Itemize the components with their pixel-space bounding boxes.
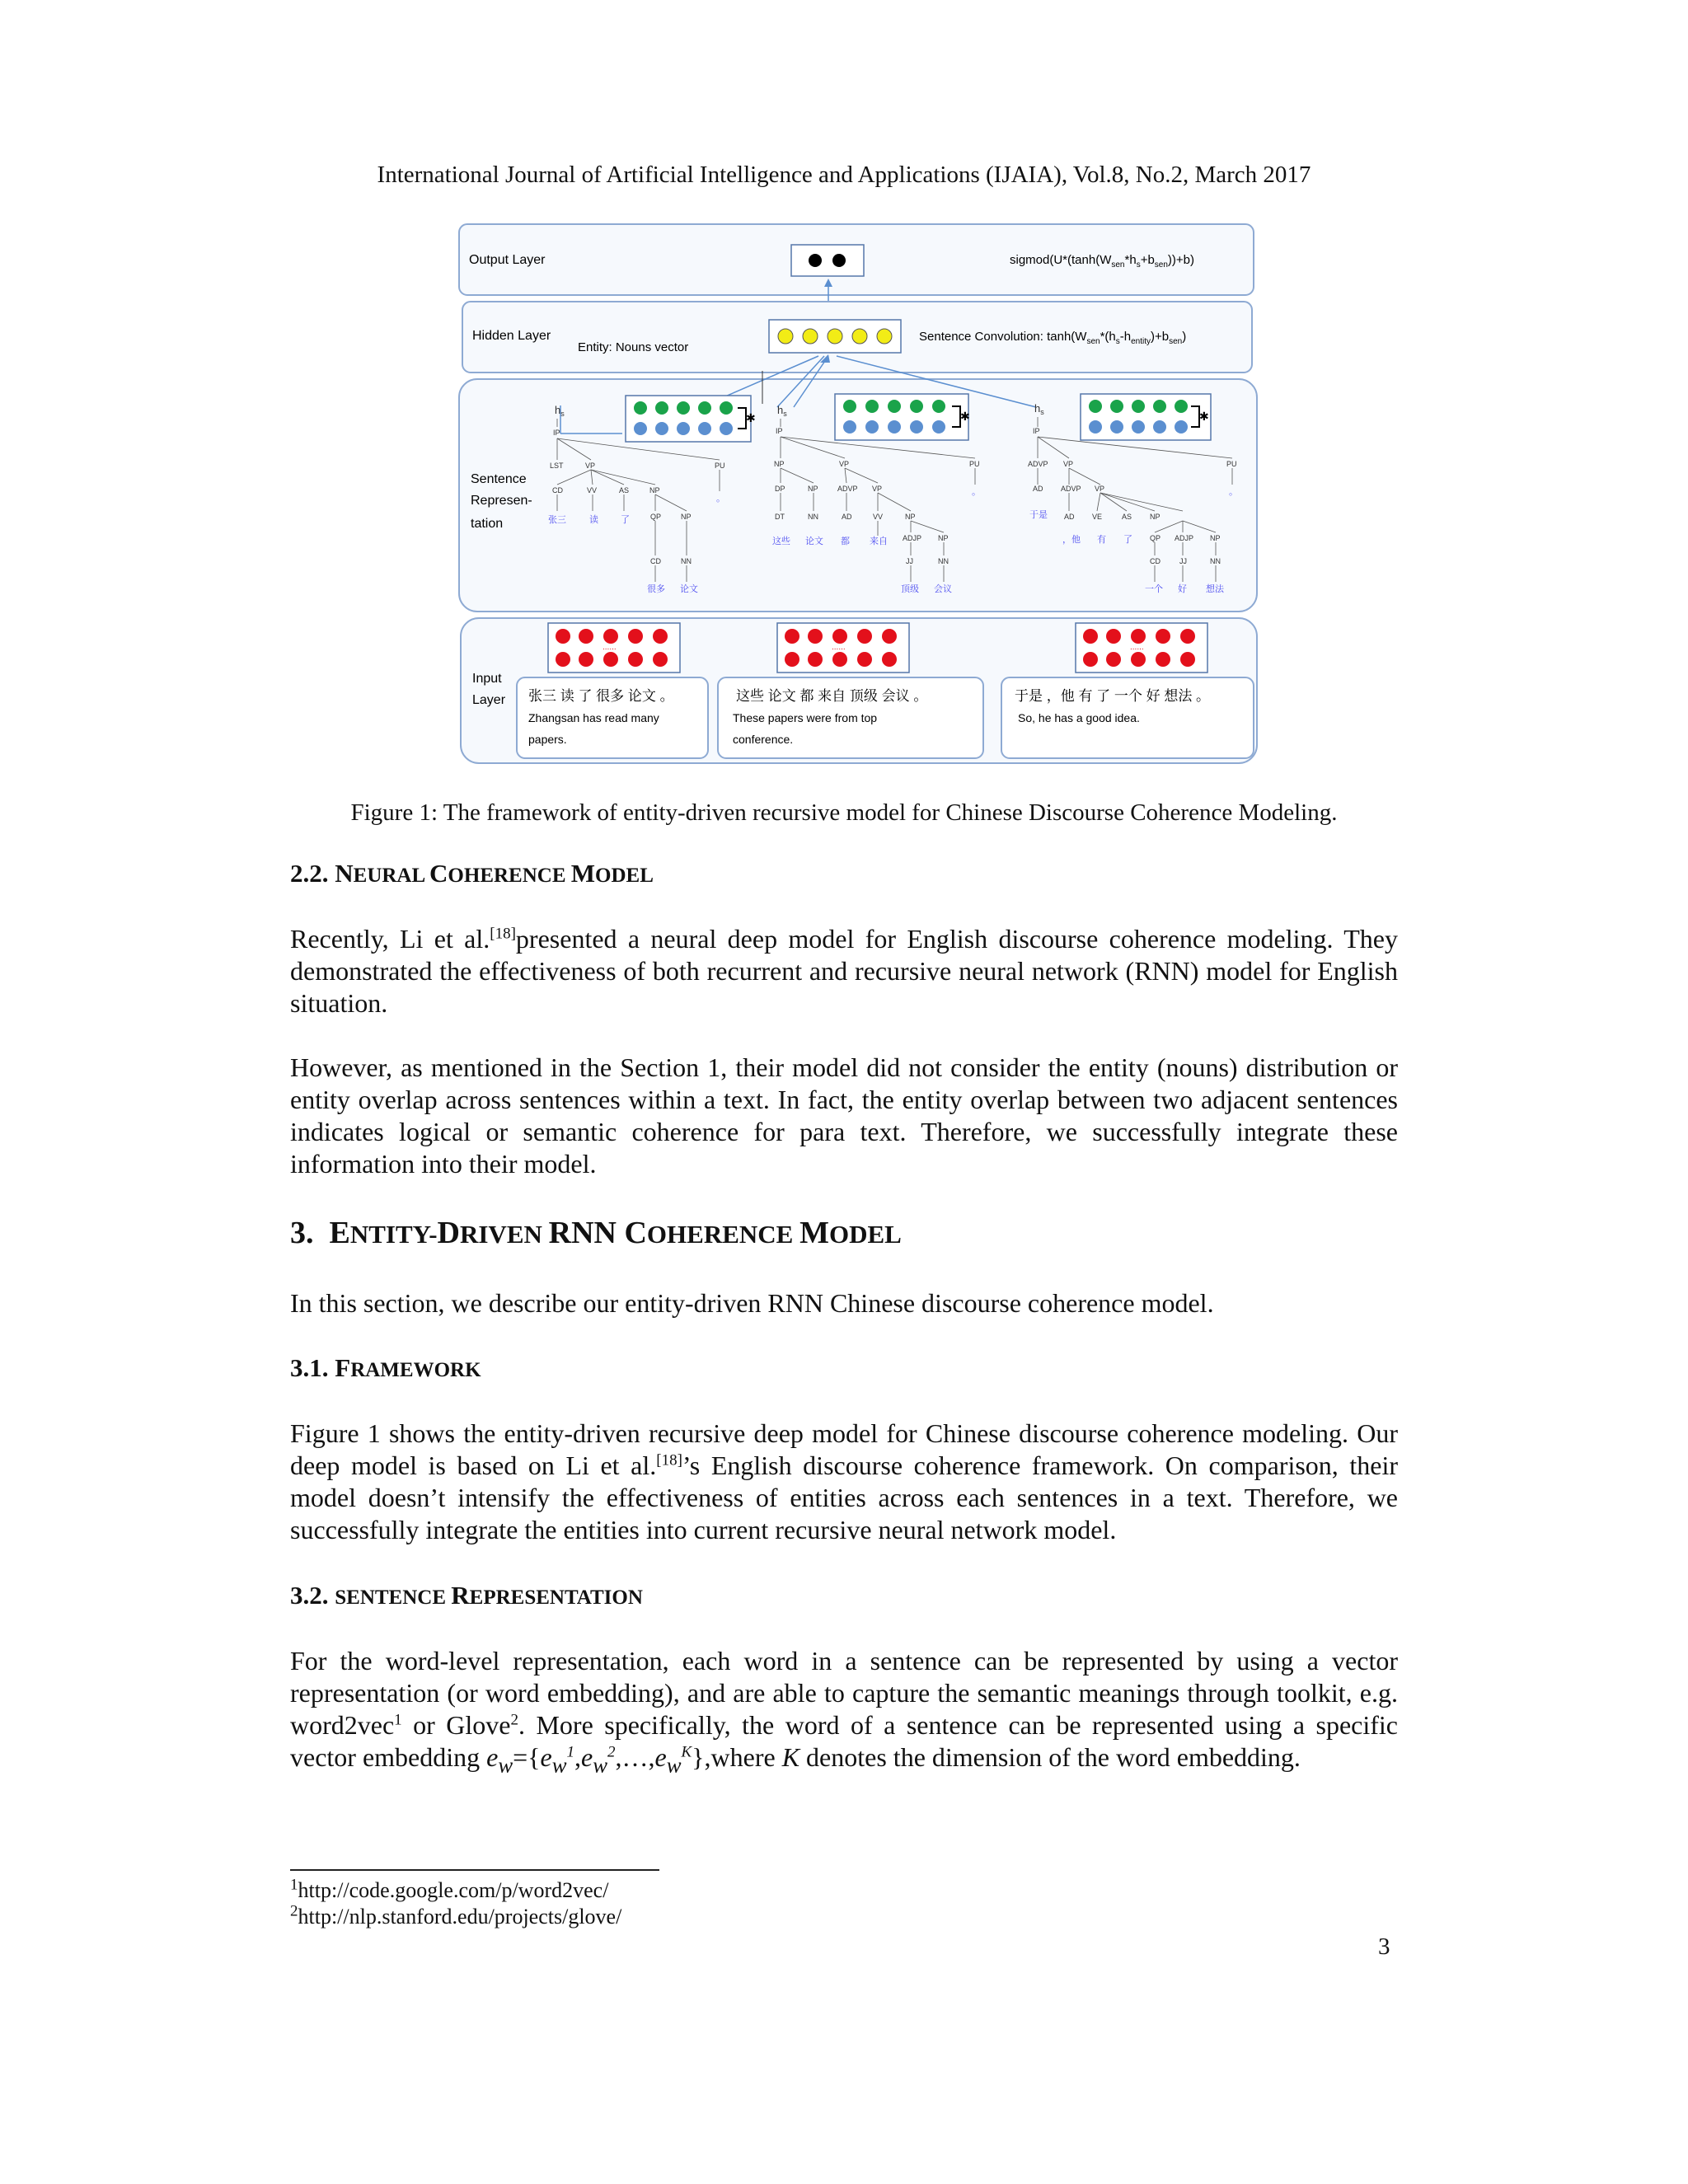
svg-text:PU: PU [715, 462, 725, 470]
framework-figure [457, 223, 1265, 766]
svg-text:ADVP: ADVP [837, 485, 858, 493]
svg-text:ADJP: ADJP [1175, 534, 1194, 542]
svg-text:于是: 于是 [1029, 510, 1048, 520]
svg-text:✱: ✱ [746, 411, 756, 424]
svg-text:读: 读 [589, 515, 598, 525]
svg-text:NP: NP [1150, 513, 1160, 521]
svg-text:NN: NN [1210, 557, 1221, 565]
svg-text:NP: NP [1210, 534, 1221, 542]
svg-text:NP: NP [808, 485, 818, 493]
svg-text:NP: NP [774, 460, 785, 468]
svg-text:Layer: Layer [472, 693, 506, 707]
svg-text:hs: $h_s$ [555, 404, 565, 418]
svg-text:这些 论文 都 来自 顶级 会议 。: 这些 论文 都 来自 顶级 会议 。 [736, 688, 928, 704]
svg-text:VP: VP [872, 485, 883, 493]
svg-text:会议: 会议 [934, 584, 952, 594]
footnote-2: $^2$http://nlp.stanford.edu/projects/glove/ [290, 1902, 622, 1929]
svg-text:ADVP: ADVP [1061, 485, 1081, 493]
svg-text:。: 。 [1229, 487, 1238, 497]
svg-text:VV: VV [587, 486, 598, 494]
paragraph-5: For the word-level representation, each word in a sentence can be represented by using a vector representation (or word embedding), and are able to capture the semantic meanings through toolkit, e.g. word2vec$^1$ or Glove$^2$. More specifically, the word of a sentence can be represented using a specific vector embedding $e_w=\{e_w^1,e_w^2,\dots,e_w^K\},where$ K denotes the dimension of the word embedding. [290, 1646, 1399, 1778]
figure-caption: Figure 1: The framework of entity-driven recursive model for Chinese Discourse Coherence Modeling. [350, 799, 1338, 826]
svg-text:IP: IP [776, 427, 783, 435]
section-heading-3-2: 3.2. SENTENCE REPRESENTATION [290, 1581, 643, 1610]
output-node [832, 254, 846, 267]
output-node-box [791, 245, 864, 276]
svg-text:hs: $h_s$ [777, 404, 787, 418]
output-formula: $sigmod(U*(\tanh(W_{sen}*h_s+b_{sen}))+b)$ [1010, 253, 1195, 269]
svg-text:PU: PU [969, 460, 980, 468]
sentence-rep-label: Sentence [471, 472, 527, 486]
svg-text:AD: AD [1033, 485, 1043, 493]
svg-text:想法: 想法 [1206, 584, 1224, 594]
svg-text:Zhangsan has read many: Zhangsan has read many [528, 711, 659, 724]
svg-text:NN: NN [938, 557, 949, 565]
svg-text:AD: AD [1064, 513, 1075, 521]
svg-text:......: ...... [832, 643, 846, 652]
svg-text:papers.: papers. [528, 733, 567, 746]
svg-text:These papers were from top: These papers were from top [733, 711, 878, 724]
svg-text:VE: VE [1092, 513, 1103, 521]
paragraph-1: Recently, Li et al.[18]presented a neural deep model for English discourse coherence modeling. They demonstrated the effectiveness of both recurrent and recursive neural network (RNN) model for English situation. [290, 924, 1399, 1018]
svg-text:VV: VV [873, 513, 884, 521]
svg-text:VP: VP [1095, 485, 1105, 493]
svg-text:DP: DP [775, 485, 785, 493]
output-layer-label: Output Layer [469, 253, 546, 267]
svg-text:ADJP: ADJP [903, 534, 922, 542]
svg-text:LST: LST [550, 462, 564, 470]
svg-text:NN: NN [808, 513, 818, 521]
sentence-box-3 [1001, 677, 1254, 758]
svg-text:这些: 这些 [772, 537, 790, 546]
entity-label: Entity: Nouns vector [578, 340, 689, 354]
sentence-vector-1 [626, 396, 756, 442]
paragraph-3: In this section, we describe our entity-driven RNN Chinese discourse coherence model. [290, 1288, 1214, 1318]
svg-text:PU: PU [1226, 460, 1237, 468]
output-node [809, 254, 822, 267]
svg-text:来自: 来自 [870, 537, 888, 546]
svg-text:IP: IP [553, 429, 560, 437]
svg-text:。: 。 [972, 487, 981, 497]
sentence-box-2 [718, 677, 983, 758]
svg-text:QP: QP [650, 513, 662, 521]
svg-text:顶级: 顶级 [901, 584, 919, 594]
svg-text:......: ...... [603, 643, 617, 652]
sentence-conv-formula: Sentence Convolution: $\tanh(W_{sen}*(h_s-h_{entity})+b_{sen})$ [919, 330, 1187, 346]
sentence-vector-2 [835, 394, 970, 440]
svg-text:DT: DT [775, 513, 785, 521]
svg-text:JJ: JJ [906, 557, 913, 565]
svg-text:论文: 论文 [805, 537, 823, 546]
svg-text:AS: AS [1122, 513, 1132, 521]
footnote-rule [290, 1869, 659, 1871]
svg-text:ADVP: ADVP [1028, 460, 1048, 468]
footnote-1: $^1$http://code.google.com/p/word2vec/ [290, 1876, 609, 1902]
svg-text:。: 。 [716, 494, 725, 504]
svg-text:好: 好 [1178, 584, 1187, 594]
svg-text:IP: IP [1033, 427, 1040, 435]
svg-text:......: ...... [1130, 643, 1144, 652]
svg-text:于是 ，他 有 了 一个 好 想法 。: 于是 ，他 有 了 一个 好 想法 。 [1015, 688, 1211, 704]
running-header: International Journal of Artificial Intelligence and Applications (IJAIA), Vol.8, No.2, March 2017 [377, 162, 1311, 188]
section-heading-3-1: 3.1. FRAMEWORK [290, 1353, 481, 1382]
svg-text:CD: CD [552, 486, 563, 494]
svg-text:JJ: JJ [1179, 557, 1187, 565]
svg-text:VP: VP [585, 462, 596, 470]
svg-text:Represen-: Represen- [471, 494, 532, 508]
svg-text:了: 了 [621, 515, 630, 525]
svg-text:✱: ✱ [1199, 410, 1209, 423]
hidden-layer-label: Hidden Layer [472, 329, 551, 343]
word-vectors-1 [548, 623, 680, 673]
svg-text:NP: NP [681, 513, 692, 521]
svg-text:都: 都 [841, 537, 850, 546]
svg-text:张三: 张三 [548, 515, 566, 525]
svg-text:AS: AS [619, 486, 630, 494]
sentence-vector-3 [1081, 394, 1211, 440]
svg-text:VP: VP [1063, 460, 1074, 468]
svg-text:CD: CD [1150, 557, 1160, 565]
svg-text:张三 读 了 很多 论文 。: 张三 读 了 很多 论文 。 [528, 688, 674, 704]
svg-text:hs: $h_s$ [1034, 402, 1044, 416]
svg-text:NP: NP [905, 513, 916, 521]
svg-text:了: 了 [1123, 535, 1132, 545]
section-heading-3: 3. ENTITY-DRIVEN RNN COHERENCE MODEL [290, 1216, 902, 1250]
word-vectors-2 [777, 623, 909, 673]
svg-text:AD: AD [842, 513, 852, 521]
svg-text:So, he has a good idea.: So, he has a good idea. [1018, 711, 1140, 724]
svg-text:一个: 一个 [1145, 584, 1163, 594]
svg-text:，他: ，他 [1062, 535, 1081, 545]
svg-text:CD: CD [650, 557, 661, 565]
page-number: 3 [1378, 1933, 1390, 1960]
svg-text:论文: 论文 [680, 584, 698, 594]
input-layer-label: Input [472, 672, 502, 686]
svg-text:NP: NP [938, 534, 949, 542]
paragraph-4: Figure 1 shows the entity-driven recursive deep model for Chinese discourse coherence modeling. Our deep model is based on Li et al.[18]’s English discourse coherence framework. On comparison, their model doesn’t intensify the effectiveness of entities across each sentences in a text. Therefore, we successfully integrate the entities into current recursive neural network model. [290, 1418, 1399, 1544]
word-vectors-3 [1076, 623, 1207, 673]
svg-text:✱: ✱ [960, 410, 970, 423]
svg-text:很多: 很多 [647, 584, 665, 594]
svg-text:有: 有 [1097, 535, 1106, 545]
svg-text:QP: QP [1150, 534, 1161, 542]
section-heading-2-2: 2.2. NEURAL COHERENCE MODEL [290, 859, 654, 888]
svg-text:NN: NN [681, 557, 692, 565]
svg-text:conference.: conference. [733, 733, 794, 746]
svg-text:NP: NP [649, 486, 660, 494]
sentence-box-1 [517, 677, 708, 758]
svg-text:tation: tation [471, 517, 504, 531]
paragraph-2: However, as mentioned in the Section 1, their model did not consider the entity (nouns) distribution or entity overlap across sentences within a text. In fact, the entity overlap between two adjacent sentences indicates logical or semantic coherence for para text. Therefore, we successfully integrate these information into their model. [290, 1052, 1398, 1179]
svg-text:VP: VP [839, 460, 850, 468]
